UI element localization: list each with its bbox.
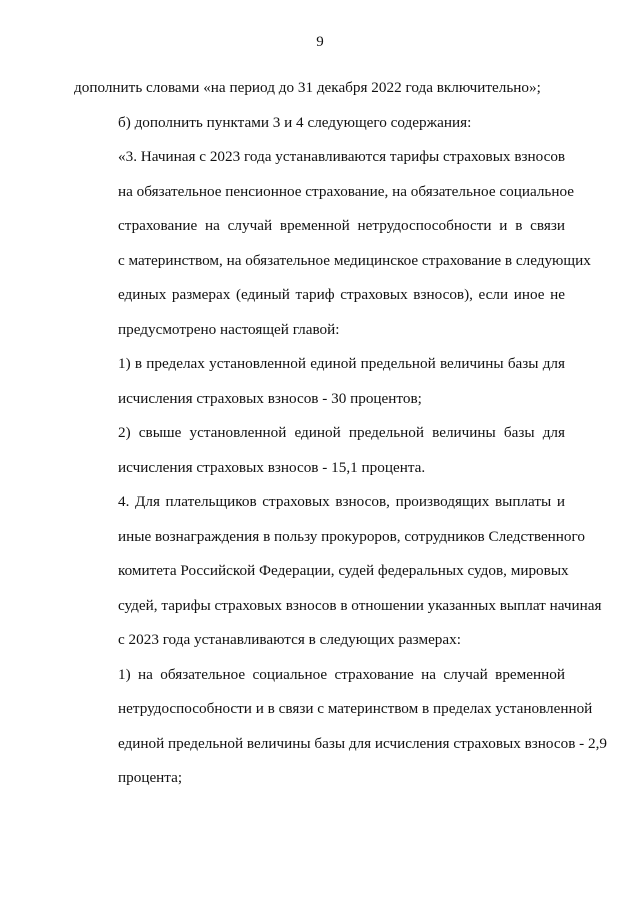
document-body (74, 71, 608, 796)
paragraph (74, 106, 565, 141)
text-line: 4. Для плательщиков страховых взносов, производящих выплаты и (118, 493, 565, 510)
text-line: исчисления страховых взносов - 15,1 процента. (118, 458, 426, 476)
text-line: страхование на случай временной нетрудоспособности и в связи (118, 217, 565, 234)
text-line: нетрудоспособности и в связи с материнством в пределах установленной (118, 700, 593, 717)
text-line: единой предельной величины базы для исчисления страховых взносов - 2,9 (118, 734, 608, 752)
text-line: 1) на обязательное социальное страхование на случай временной (118, 665, 565, 683)
text-line: предусмотрено настоящей главой: (118, 320, 340, 338)
paragraph (74, 658, 608, 796)
text-line: иные вознаграждения в пользу прокуроров, сотрудников Следственного (118, 527, 585, 545)
text-line: «3. Начиная с 2023 года устанавливаются тарифы страховых взносов (118, 148, 566, 165)
paragraph (74, 485, 602, 658)
text-line: на обязательное пенсионное страхование, на обязательное социальное (118, 182, 574, 200)
page-number: 9 (316, 34, 324, 50)
text-line: единых размерах (единый тариф страховых взносов), если иное не (118, 286, 565, 303)
text-line: дополнить словами «на период до 31 декабря 2022 года включительно»; (74, 79, 541, 96)
paragraph (74, 347, 565, 416)
text-line: комитета Российской Федерации, судей федеральных судов, мировых (118, 562, 569, 579)
text-line: судей, тарифы страховых взносов в отношении указанных выплат начиная (118, 596, 602, 614)
paragraph (74, 71, 565, 106)
text-line: с 2023 года устанавливаются в следующих размерах: (118, 631, 461, 648)
text-line: процента; (118, 769, 183, 786)
text-line: с материнством, на обязательное медицинское страхование в следующих (118, 251, 591, 269)
text-line: 2) свыше установленной единой предельной величины базы для (118, 424, 565, 441)
text-line: б) дополнить пунктами 3 и 4 следующего содержания: (118, 113, 472, 131)
paragraph (74, 140, 591, 347)
text-line: 1) в пределах установленной единой предельной величины базы для (118, 355, 565, 372)
paragraph (74, 416, 565, 485)
text-line: исчисления страховых взносов - 30 процентов; (118, 389, 422, 407)
